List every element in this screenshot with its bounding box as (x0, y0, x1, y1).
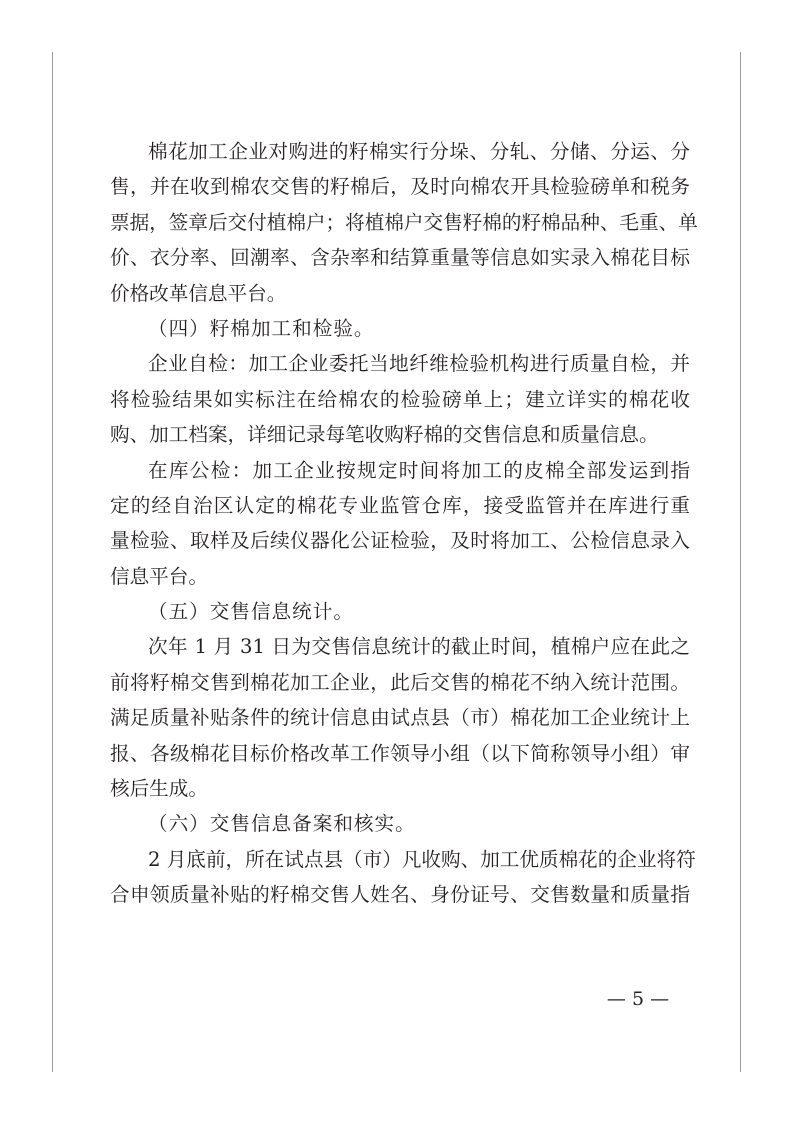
text-line: 合申领质量补贴的籽棉交售人姓名、身份证号、交售数量和质量指 (110, 883, 690, 907)
right-margin-rule (740, 52, 741, 1072)
text-line: 价、衣分率、回潮率、含杂率和结算重量等信息如实录入棉花目标 (110, 246, 690, 270)
text-line: 报、各级棉花目标价格改革工作领导小组（以下简称领导小组）审 (110, 741, 690, 765)
section-heading: （六）交售信息备案和核实。 (148, 812, 416, 836)
section-heading: （五）交售信息统计。 (148, 600, 354, 624)
text-line: 购、加工档案，详细记录每笔收购籽棉的交售信息和质量信息。 (110, 423, 659, 447)
document-body (110, 134, 698, 913)
text-line: 满足质量补贴条件的统计信息由试点县（市）棉花加工企业统计上 (110, 706, 690, 730)
text-line: 2 月底前，所在试点县（市）凡收购、加工优质棉花的企业将符 (148, 847, 696, 871)
text-line: 价格改革信息平台。 (110, 281, 287, 305)
text-line: 售，并在收到棉农交售的籽棉后，及时向棉农开具检验磅单和税务 (110, 175, 690, 199)
text-line: 在库公检：加工企业按规定时间将加工的皮棉全部发运到指 (148, 458, 690, 482)
text-line: 棉花加工企业对购进的籽棉实行分垛、分轧、分储、分运、分 (148, 140, 690, 163)
text-line: 信息平台。 (110, 564, 208, 588)
section-heading: （四）籽棉加工和检验。 (148, 316, 375, 340)
text-line: 前将籽棉交售到棉花加工企业，此后交售的棉花不纳入统计范围。 (110, 670, 690, 694)
left-margin-rule (52, 52, 53, 1072)
text-line: 将检验结果如实标注在给棉农的检验磅单上；建立详实的棉花收 (110, 387, 690, 411)
text-line: 企业自检：加工企业委托当地纤维检验机构进行质量自检，并 (148, 352, 690, 376)
page-number: — 5 — (606, 988, 670, 1010)
text-line: 核后生成。 (110, 777, 208, 801)
text-line: 次年 1 月 31 日为交售信息统计的截止时间，植棉户应在此之 (148, 635, 690, 659)
text-line: 量检验、取样及后续仪器化公证检验，及时将加工、公检信息录入 (110, 529, 690, 553)
text-line: 定的经自治区认定的棉花专业监管仓库，接受监管并在库进行重 (110, 493, 690, 517)
text-line: 票据，签章后交付植棉户；将植棉户交售籽棉的籽棉品种、毛重、单 (110, 210, 698, 234)
